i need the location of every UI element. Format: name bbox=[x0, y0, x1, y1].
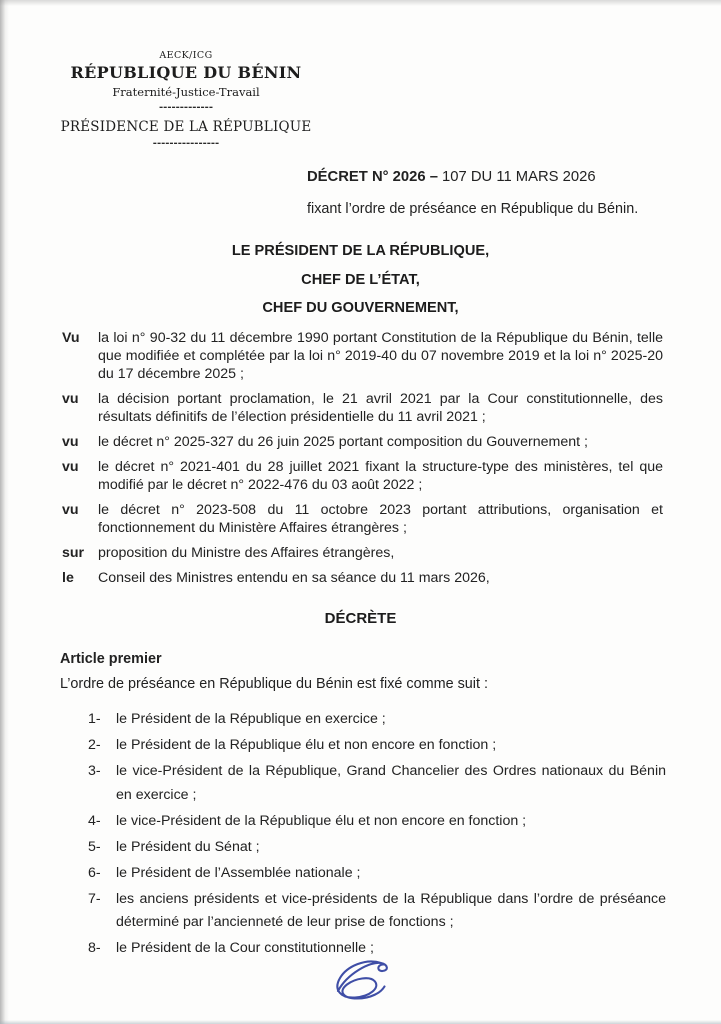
enactment-heading: DÉCRÈTE bbox=[324, 610, 397, 627]
scan-edge-bottom-shadow bbox=[0, 1020, 721, 1024]
scan-edge-top-shadow bbox=[0, 0, 721, 6]
recital-label: vu bbox=[62, 391, 79, 407]
list-item bbox=[88, 708, 666, 732]
list-item bbox=[88, 862, 666, 886]
list-item-number: 2- bbox=[88, 737, 101, 753]
list-item bbox=[88, 760, 666, 807]
authority-line-chef-etat: CHEF DE L’ÉTAT, bbox=[301, 271, 420, 288]
recital-row bbox=[62, 458, 663, 494]
signature-paraphe-icon bbox=[320, 953, 398, 1009]
recital-text: la décision portant proclamation, le 21 avril 2021 par la Cour constitutionnelle, des résultats définitifs de l’élection présidentielle du 11 avril 2021 ; bbox=[98, 391, 663, 425]
recital-row bbox=[62, 433, 663, 451]
recital-row bbox=[62, 390, 663, 426]
authority-line-chef-gouvernement: CHEF DU GOUVERNEMENT, bbox=[262, 300, 459, 316]
list-item bbox=[88, 810, 666, 834]
authority-line-president: LE PRÉSIDENT DE LA RÉPUBLIQUE, bbox=[231, 243, 490, 259]
recital-text: Conseil des Ministres entendu en sa séance du 11 mars 2026, bbox=[98, 570, 490, 586]
recital-row bbox=[62, 544, 663, 562]
scan-edge-left-shadow bbox=[0, 0, 9, 1024]
letterhead bbox=[58, 50, 314, 149]
recital-label: vu bbox=[62, 502, 79, 518]
recital-text: la loi n° 90-32 du 11 décembre 1990 portant Constitution de la République du Bénin, telle que modifiée et complétée par la loi n° 2019-40 du 07 novembre 2019 et la loi n° 2025-20 du 17 décembre 2025 ; bbox=[98, 330, 663, 382]
recitals-block bbox=[62, 329, 663, 594]
recital-text: le décret n° 2025-327 du 26 juin 2025 portant composition du Gouvernement ; bbox=[98, 434, 588, 450]
recital-text: proposition du Ministre des Affaires étrangères, bbox=[98, 545, 395, 561]
list-item-text: les anciens présidents et vice-présidents de la République dans l’ordre de préséance déterminé par l’ancienneté de leur prise de fonctions ; bbox=[116, 890, 666, 930]
recital-row bbox=[62, 501, 663, 537]
recital-text: le décret n° 2023-508 du 11 octobre 2023 portant attributions, organisation et fonctionnement du Ministère Affaires étrangères ; bbox=[98, 502, 663, 536]
article-title: Article premier bbox=[60, 651, 162, 667]
decree-title-block bbox=[307, 168, 638, 218]
list-item-text: le Président de la République élu et non encore en fonction ; bbox=[116, 737, 497, 753]
list-item bbox=[88, 734, 666, 758]
list-item-number: 5- bbox=[88, 838, 101, 855]
recital-label: Vu bbox=[62, 330, 80, 346]
recital-label: vu bbox=[62, 434, 79, 450]
list-item-text: le Président de la République en exercice ; bbox=[116, 711, 386, 727]
list-item-text: le vice-Président de la République, Grand Chancelier des Ordres nationaux du Bénin en exercice ; bbox=[116, 763, 666, 803]
decree-subject: fixant l’ordre de préséance en République du Bénin. bbox=[307, 201, 639, 217]
letterhead-separator-1: ------------- bbox=[159, 102, 213, 113]
list-item bbox=[88, 888, 666, 935]
list-item-number: 8- bbox=[88, 940, 101, 956]
signature-stroke bbox=[337, 961, 386, 998]
list-item-text: le Président de l’Assemblée nationale ; bbox=[116, 864, 361, 881]
list-item-number: 3- bbox=[88, 763, 101, 779]
recital-label: vu bbox=[62, 459, 79, 475]
recital-text: le décret n° 2021-401 du 28 juillet 2021 fixant la structure-type des ministères, tel que modifié par le décret n° 2022-476 du 03 août 2022 ; bbox=[98, 459, 663, 493]
precedence-list bbox=[88, 708, 666, 963]
list-item-number: 6- bbox=[88, 864, 101, 881]
list-item-text: le vice-Président de la République élu et non encore en fonction ; bbox=[116, 812, 527, 829]
list-item-number: 7- bbox=[88, 890, 101, 907]
recital-row bbox=[62, 329, 663, 383]
letterhead-country: RÉPUBLIQUE DU BÉNIN bbox=[70, 63, 302, 82]
letterhead-code: AECK/ICG bbox=[159, 50, 213, 61]
letterhead-separator-2: ---------------- bbox=[152, 138, 220, 149]
recital-label: le bbox=[62, 570, 74, 586]
article-premier-block bbox=[60, 650, 664, 693]
decree-number: DÉCRET N° 2026 – bbox=[307, 169, 438, 185]
letterhead-motto: Fraternité-Justice-Travail bbox=[112, 85, 260, 99]
authority-heading bbox=[0, 237, 721, 323]
list-item-text: le Président du Sénat ; bbox=[116, 838, 260, 855]
recital-label: sur bbox=[62, 545, 85, 561]
list-item-number: 1- bbox=[88, 711, 101, 727]
letterhead-institution: PRÉSIDENCE DE LA RÉPUBLIQUE bbox=[60, 119, 312, 135]
decree-number-line bbox=[307, 168, 638, 186]
list-item-text: le Président de la Cour constitutionnelle ; bbox=[116, 940, 374, 956]
list-item-number: 4- bbox=[88, 812, 101, 829]
decree-date: 107 DU 11 MARS 2026 bbox=[442, 169, 596, 185]
article-intro: L’ordre de préséance en République du Bénin est fixé comme suit : bbox=[60, 676, 488, 692]
list-item bbox=[88, 836, 666, 860]
recital-row bbox=[62, 569, 663, 587]
